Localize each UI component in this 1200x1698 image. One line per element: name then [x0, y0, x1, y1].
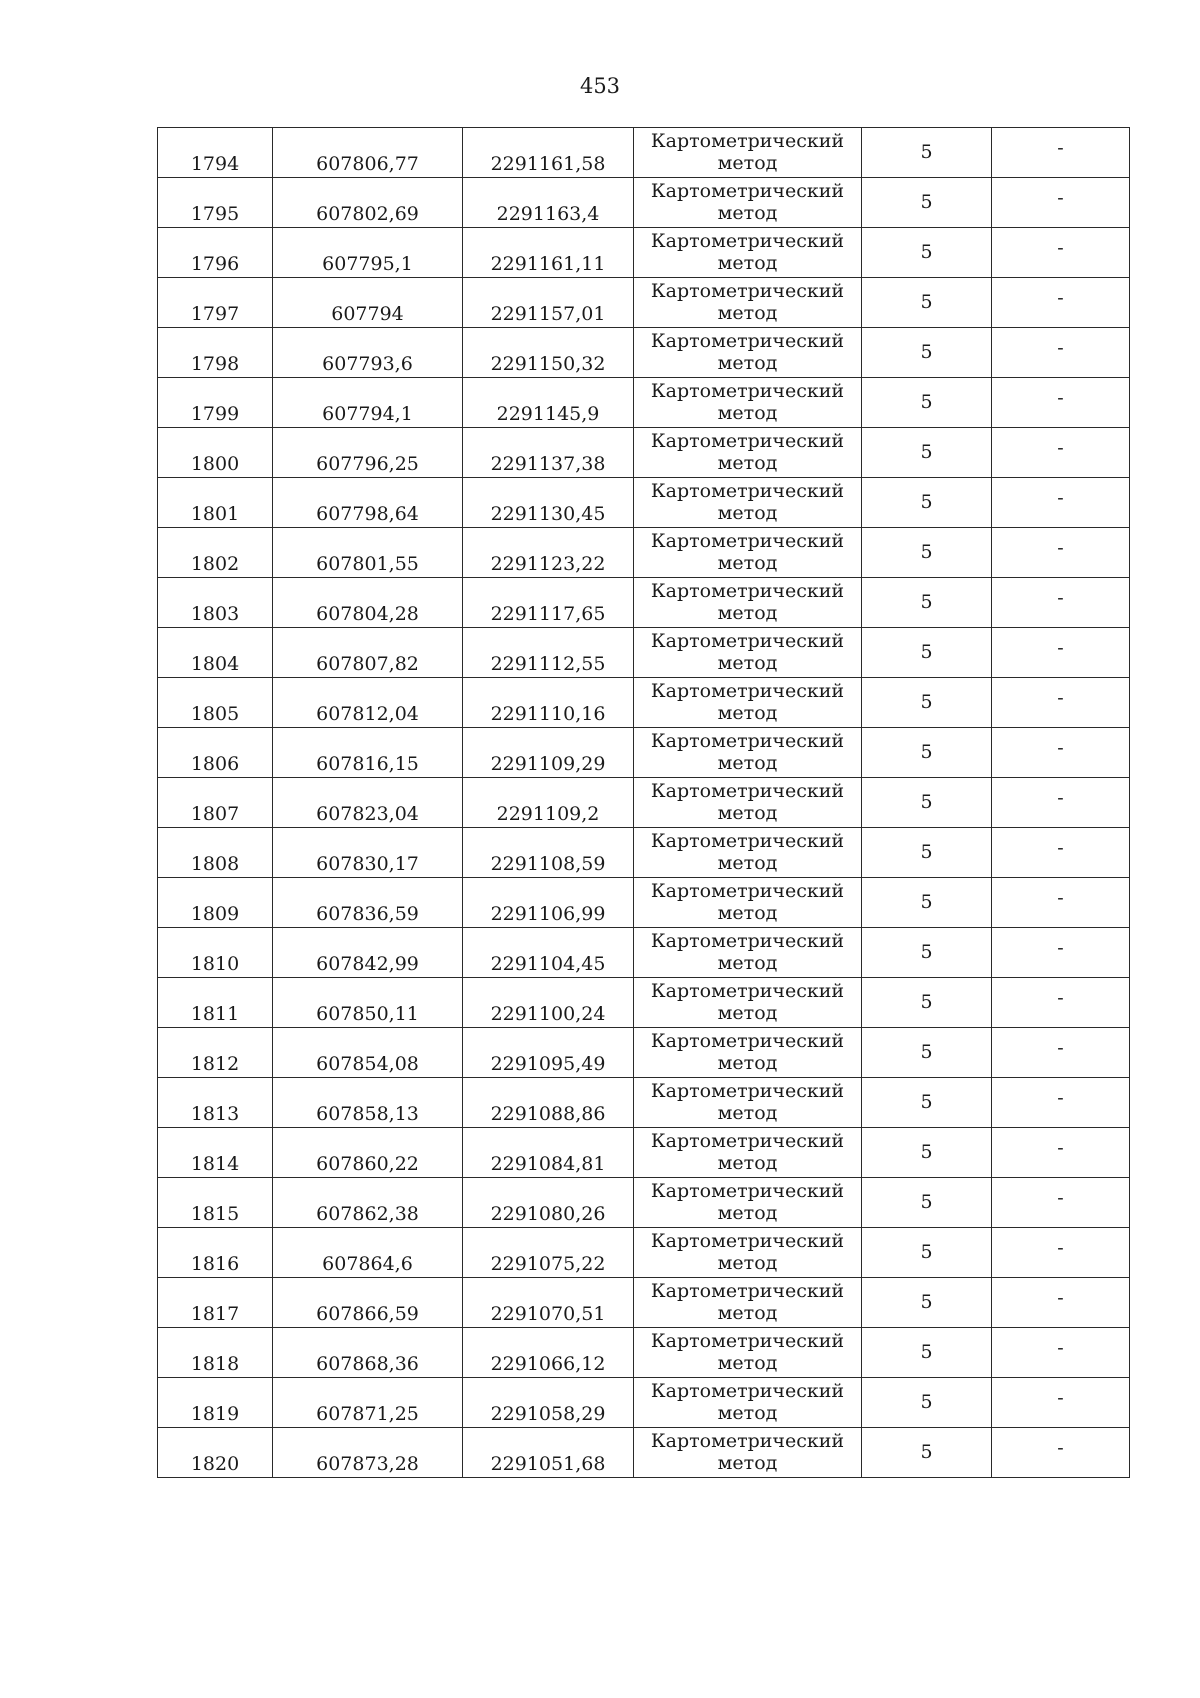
description-cell — [992, 528, 1130, 578]
table-row — [158, 1428, 1130, 1478]
point-number-cell: 1814 — [158, 1128, 273, 1178]
y-coordinate-cell: 2291070,51 — [463, 1278, 634, 1328]
method-line-2: метод — [717, 601, 778, 624]
point-number-cell: 1808 — [158, 828, 273, 878]
x-coordinate-cell: 607798,64 — [273, 478, 463, 528]
x-coordinate-cell: 607836,59 — [273, 878, 463, 928]
method-line-1: Картометрический — [650, 779, 845, 802]
point-number-cell: 1804 — [158, 628, 273, 678]
coordinates-table-body — [158, 128, 1130, 1478]
method-line-1: Картометрический — [650, 1279, 845, 1302]
point-number-cell: 1820 — [158, 1428, 273, 1478]
table-row — [158, 778, 1130, 828]
description-value: - — [1057, 1136, 1064, 1159]
method-cell — [634, 478, 862, 528]
description-cell — [992, 1078, 1130, 1128]
description-value: - — [1057, 336, 1064, 359]
description-value: - — [1057, 686, 1064, 709]
accuracy-cell: 5 — [862, 128, 992, 178]
y-coordinate-cell: 2291157,01 — [463, 278, 634, 328]
description-value: - — [1057, 586, 1064, 609]
method-line-1: Картометрический — [650, 679, 845, 702]
y-coordinate-cell: 2291163,4 — [463, 178, 634, 228]
method-cell — [634, 928, 862, 978]
method-cell — [634, 128, 862, 178]
accuracy-cell: 5 — [862, 1028, 992, 1078]
y-coordinate-cell: 2291066,12 — [463, 1328, 634, 1378]
point-number-cell: 1795 — [158, 178, 273, 228]
method-line-2: метод — [717, 451, 778, 474]
y-coordinate-cell: 2291150,32 — [463, 328, 634, 378]
method-line-1: Картометрический — [650, 1329, 845, 1352]
description-value: - — [1057, 186, 1064, 209]
table-row — [158, 1178, 1130, 1228]
method-line-2: метод — [717, 751, 778, 774]
accuracy-cell: 5 — [862, 1178, 992, 1228]
description-cell — [992, 778, 1130, 828]
method-line-1: Картометрический — [650, 1029, 845, 1052]
method-line-1: Картометрический — [650, 129, 845, 152]
description-value: - — [1057, 386, 1064, 409]
method-cell — [634, 828, 862, 878]
table-row — [158, 1278, 1130, 1328]
x-coordinate-cell: 607860,22 — [273, 1128, 463, 1178]
x-coordinate-cell: 607795,1 — [273, 228, 463, 278]
description-value: - — [1057, 1036, 1064, 1059]
y-coordinate-cell: 2291112,55 — [463, 628, 634, 678]
method-line-1: Картометрический — [650, 1079, 845, 1102]
description-value: - — [1057, 136, 1064, 159]
description-value: - — [1057, 286, 1064, 309]
x-coordinate-cell: 607823,04 — [273, 778, 463, 828]
y-coordinate-cell: 2291051,68 — [463, 1428, 634, 1478]
description-value: - — [1057, 886, 1064, 909]
method-line-2: метод — [717, 1101, 778, 1124]
table-row — [158, 278, 1130, 328]
method-line-1: Картометрический — [650, 979, 845, 1002]
page-number: 453 — [579, 74, 621, 98]
method-line-2: метод — [717, 551, 778, 574]
accuracy-cell: 5 — [862, 678, 992, 728]
x-coordinate-cell: 607812,04 — [273, 678, 463, 728]
y-coordinate-cell: 2291117,65 — [463, 578, 634, 628]
y-coordinate-cell: 2291123,22 — [463, 528, 634, 578]
description-cell — [992, 228, 1130, 278]
description-cell — [992, 828, 1130, 878]
table-row — [158, 978, 1130, 1028]
method-line-2: метод — [717, 901, 778, 924]
table-row — [158, 228, 1130, 278]
method-line-1: Картометрический — [650, 729, 845, 752]
description-value: - — [1057, 1336, 1064, 1359]
x-coordinate-cell: 607868,36 — [273, 1328, 463, 1378]
point-number-cell: 1794 — [158, 128, 273, 178]
method-line-2: метод — [717, 201, 778, 224]
description-cell — [992, 978, 1130, 1028]
table-row — [158, 428, 1130, 478]
y-coordinate-cell: 2291084,81 — [463, 1128, 634, 1178]
x-coordinate-cell: 607794,1 — [273, 378, 463, 428]
x-coordinate-cell: 607873,28 — [273, 1428, 463, 1478]
accuracy-cell: 5 — [862, 428, 992, 478]
method-cell — [634, 178, 862, 228]
table-row — [158, 178, 1130, 228]
method-cell — [634, 1328, 862, 1378]
point-number-cell: 1815 — [158, 1178, 273, 1228]
point-number-cell: 1811 — [158, 978, 273, 1028]
accuracy-cell: 5 — [862, 1428, 992, 1478]
method-cell — [634, 778, 862, 828]
accuracy-cell: 5 — [862, 978, 992, 1028]
accuracy-cell: 5 — [862, 278, 992, 328]
method-line-2: метод — [717, 501, 778, 524]
method-line-2: метод — [717, 401, 778, 424]
point-number-cell: 1801 — [158, 478, 273, 528]
x-coordinate-cell: 607804,28 — [273, 578, 463, 628]
y-coordinate-cell: 2291161,58 — [463, 128, 634, 178]
description-value: - — [1057, 1236, 1064, 1259]
description-cell — [992, 178, 1130, 228]
y-coordinate-cell: 2291161,11 — [463, 228, 634, 278]
x-coordinate-cell: 607842,99 — [273, 928, 463, 978]
method-cell — [634, 328, 862, 378]
point-number-cell: 1798 — [158, 328, 273, 378]
description-cell — [992, 728, 1130, 778]
point-number-cell: 1816 — [158, 1228, 273, 1278]
accuracy-cell: 5 — [862, 878, 992, 928]
table-row — [158, 728, 1130, 778]
accuracy-cell: 5 — [862, 328, 992, 378]
table-row — [158, 1378, 1130, 1428]
accuracy-cell: 5 — [862, 928, 992, 978]
method-line-1: Картометрический — [650, 1229, 845, 1252]
table-row — [158, 878, 1130, 928]
description-value: - — [1057, 236, 1064, 259]
point-number-cell: 1812 — [158, 1028, 273, 1078]
method-line-2: метод — [717, 651, 778, 674]
method-line-2: метод — [717, 951, 778, 974]
point-number-cell: 1806 — [158, 728, 273, 778]
x-coordinate-cell: 607862,38 — [273, 1178, 463, 1228]
description-value: - — [1057, 1086, 1064, 1109]
table-row — [158, 378, 1130, 428]
accuracy-cell: 5 — [862, 178, 992, 228]
x-coordinate-cell: 607858,13 — [273, 1078, 463, 1128]
description-value: - — [1057, 1186, 1064, 1209]
description-cell — [992, 128, 1130, 178]
description-value: - — [1057, 486, 1064, 509]
description-value: - — [1057, 636, 1064, 659]
method-cell — [634, 1078, 862, 1128]
x-coordinate-cell: 607830,17 — [273, 828, 463, 878]
method-line-1: Картометрический — [650, 629, 845, 652]
y-coordinate-cell: 2291108,59 — [463, 828, 634, 878]
method-line-1: Картометрический — [650, 329, 845, 352]
y-coordinate-cell: 2291100,24 — [463, 978, 634, 1028]
y-coordinate-cell: 2291058,29 — [463, 1378, 634, 1428]
method-cell — [634, 628, 862, 678]
y-coordinate-cell: 2291088,86 — [463, 1078, 634, 1128]
description-value: - — [1057, 1436, 1064, 1459]
description-cell — [992, 1178, 1130, 1228]
description-cell — [992, 1278, 1130, 1328]
method-cell — [634, 1278, 862, 1328]
method-cell — [634, 978, 862, 1028]
accuracy-cell: 5 — [862, 628, 992, 678]
method-line-1: Картометрический — [650, 579, 845, 602]
accuracy-cell: 5 — [862, 1378, 992, 1428]
method-line-2: метод — [717, 301, 778, 324]
method-line-1: Картометрический — [650, 929, 845, 952]
description-cell — [992, 578, 1130, 628]
method-line-1: Картометрический — [650, 879, 845, 902]
x-coordinate-cell: 607864,6 — [273, 1228, 463, 1278]
method-line-1: Картометрический — [650, 229, 845, 252]
point-number-cell: 1797 — [158, 278, 273, 328]
description-cell — [992, 428, 1130, 478]
description-cell — [992, 1228, 1130, 1278]
y-coordinate-cell: 2291145,9 — [463, 378, 634, 428]
x-coordinate-cell: 607793,6 — [273, 328, 463, 378]
description-value: - — [1057, 986, 1064, 1009]
table-row — [158, 478, 1130, 528]
table-row — [158, 828, 1130, 878]
accuracy-cell: 5 — [862, 528, 992, 578]
point-number-cell: 1802 — [158, 528, 273, 578]
x-coordinate-cell: 607871,25 — [273, 1378, 463, 1428]
description-cell — [992, 378, 1130, 428]
accuracy-cell: 5 — [862, 1128, 992, 1178]
method-cell — [634, 528, 862, 578]
table-row — [158, 528, 1130, 578]
method-cell — [634, 278, 862, 328]
method-cell — [634, 1428, 862, 1478]
method-cell — [634, 228, 862, 278]
method-cell — [634, 1028, 862, 1078]
table-row — [158, 328, 1130, 378]
accuracy-cell: 5 — [862, 1328, 992, 1378]
table-row — [158, 1328, 1130, 1378]
accuracy-cell: 5 — [862, 728, 992, 778]
accuracy-cell: 5 — [862, 778, 992, 828]
description-value: - — [1057, 936, 1064, 959]
method-line-2: метод — [717, 1001, 778, 1024]
method-cell — [634, 728, 862, 778]
point-number-cell: 1817 — [158, 1278, 273, 1328]
description-cell — [992, 1028, 1130, 1078]
x-coordinate-cell: 607796,25 — [273, 428, 463, 478]
method-line-1: Картометрический — [650, 179, 845, 202]
method-line-1: Картометрический — [650, 379, 845, 402]
y-coordinate-cell: 2291110,16 — [463, 678, 634, 728]
x-coordinate-cell: 607801,55 — [273, 528, 463, 578]
accuracy-cell: 5 — [862, 828, 992, 878]
x-coordinate-cell: 607816,15 — [273, 728, 463, 778]
description-cell — [992, 478, 1130, 528]
x-coordinate-cell: 607850,11 — [273, 978, 463, 1028]
method-line-2: метод — [717, 1201, 778, 1224]
method-line-1: Картометрический — [650, 429, 845, 452]
x-coordinate-cell: 607807,82 — [273, 628, 463, 678]
y-coordinate-cell: 2291075,22 — [463, 1228, 634, 1278]
method-line-2: метод — [717, 1251, 778, 1274]
method-cell — [634, 678, 862, 728]
x-coordinate-cell: 607866,59 — [273, 1278, 463, 1328]
point-number-cell: 1800 — [158, 428, 273, 478]
method-line-2: метод — [717, 801, 778, 824]
y-coordinate-cell: 2291104,45 — [463, 928, 634, 978]
method-line-2: метод — [717, 1051, 778, 1074]
description-cell — [992, 628, 1130, 678]
method-line-2: метод — [717, 251, 778, 274]
point-number-cell: 1810 — [158, 928, 273, 978]
description-value: - — [1057, 1386, 1064, 1409]
method-line-1: Картометрический — [650, 529, 845, 552]
method-line-1: Картометрический — [650, 279, 845, 302]
table-row — [158, 928, 1130, 978]
accuracy-cell: 5 — [862, 1228, 992, 1278]
method-line-1: Картометрический — [650, 1129, 845, 1152]
method-line-2: метод — [717, 701, 778, 724]
method-line-1: Картометрический — [650, 1429, 845, 1452]
description-value: - — [1057, 436, 1064, 459]
description-cell — [992, 328, 1130, 378]
method-cell — [634, 1128, 862, 1178]
accuracy-cell: 5 — [862, 378, 992, 428]
method-cell — [634, 1378, 862, 1428]
point-number-cell: 1807 — [158, 778, 273, 828]
accuracy-cell: 5 — [862, 1078, 992, 1128]
method-line-2: метод — [717, 1451, 778, 1474]
method-line-2: метод — [717, 851, 778, 874]
point-number-cell: 1819 — [158, 1378, 273, 1428]
y-coordinate-cell: 2291095,49 — [463, 1028, 634, 1078]
description-value: - — [1057, 786, 1064, 809]
point-number-cell: 1796 — [158, 228, 273, 278]
point-number-cell: 1805 — [158, 678, 273, 728]
table-row — [158, 628, 1130, 678]
description-cell — [992, 278, 1130, 328]
description-cell — [992, 1128, 1130, 1178]
accuracy-cell: 5 — [862, 1278, 992, 1328]
y-coordinate-cell: 2291106,99 — [463, 878, 634, 928]
method-cell — [634, 378, 862, 428]
description-value: - — [1057, 536, 1064, 559]
y-coordinate-cell: 2291130,45 — [463, 478, 634, 528]
method-line-2: метод — [717, 1401, 778, 1424]
method-cell — [634, 428, 862, 478]
y-coordinate-cell: 2291080,26 — [463, 1178, 634, 1228]
accuracy-cell: 5 — [862, 578, 992, 628]
description-cell — [992, 1378, 1130, 1428]
table-row — [158, 1228, 1130, 1278]
method-cell — [634, 878, 862, 928]
method-line-1: Картометрический — [650, 1179, 845, 1202]
x-coordinate-cell: 607802,69 — [273, 178, 463, 228]
point-number-cell: 1809 — [158, 878, 273, 928]
y-coordinate-cell: 2291109,2 — [463, 778, 634, 828]
x-coordinate-cell: 607794 — [273, 278, 463, 328]
method-line-1: Картометрический — [650, 479, 845, 502]
coordinates-table — [157, 127, 1130, 1478]
description-cell — [992, 678, 1130, 728]
table-row — [158, 1128, 1130, 1178]
method-line-2: метод — [717, 1301, 778, 1324]
method-cell — [634, 1228, 862, 1278]
table-row — [158, 128, 1130, 178]
description-value: - — [1057, 736, 1064, 759]
point-number-cell: 1818 — [158, 1328, 273, 1378]
method-cell — [634, 1178, 862, 1228]
method-line-2: метод — [717, 151, 778, 174]
description-cell — [992, 1428, 1130, 1478]
method-line-2: метод — [717, 1351, 778, 1374]
table-row — [158, 1028, 1130, 1078]
method-line-2: метод — [717, 1151, 778, 1174]
method-cell — [634, 578, 862, 628]
x-coordinate-cell: 607854,08 — [273, 1028, 463, 1078]
method-line-1: Картометрический — [650, 829, 845, 852]
description-cell — [992, 1328, 1130, 1378]
method-line-2: метод — [717, 351, 778, 374]
x-coordinate-cell: 607806,77 — [273, 128, 463, 178]
description-cell — [992, 928, 1130, 978]
description-value: - — [1057, 836, 1064, 859]
description-cell — [992, 878, 1130, 928]
table-row — [158, 578, 1130, 628]
method-line-1: Картометрический — [650, 1379, 845, 1402]
table-row — [158, 678, 1130, 728]
y-coordinate-cell: 2291137,38 — [463, 428, 634, 478]
point-number-cell: 1813 — [158, 1078, 273, 1128]
y-coordinate-cell: 2291109,29 — [463, 728, 634, 778]
table-row — [158, 1078, 1130, 1128]
point-number-cell: 1803 — [158, 578, 273, 628]
description-value: - — [1057, 1286, 1064, 1309]
accuracy-cell: 5 — [862, 478, 992, 528]
accuracy-cell: 5 — [862, 228, 992, 278]
point-number-cell: 1799 — [158, 378, 273, 428]
